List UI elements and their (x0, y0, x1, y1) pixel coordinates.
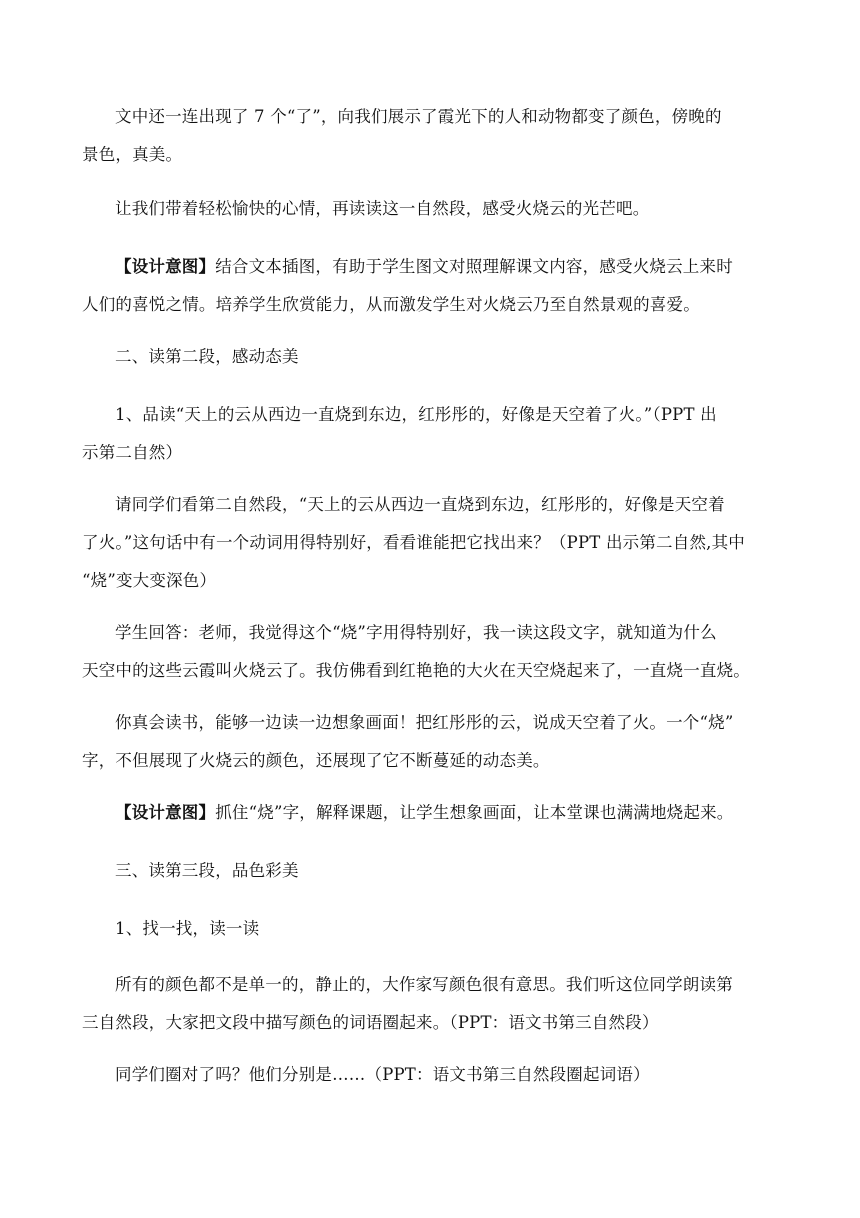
paragraph-design-intent-1 (82, 248, 782, 324)
text-line: 了火。”这句话中有一个动词用得特别好，看看谁能把它找出来？（PPT 出示第二自然,其中 (82, 533, 745, 552)
text-line: 三、读第三段，品色彩美 (115, 861, 299, 880)
text-line (82, 794, 782, 832)
text-line: 三自然段，大家把文段中描写颜色的词语圈起来。（PPT：语文书第三自然段） (82, 1013, 659, 1032)
text-line (82, 248, 782, 286)
text-segment: 抓住“烧”字，解释课题，让学生想象画面，让本堂课也满满地烧起来。 (215, 803, 734, 822)
paragraph-8 (82, 704, 782, 780)
text-line: 请同学们看第二自然段，“天上的云从西边一直烧到东边，红彤彤的，好像是天空着 (115, 495, 725, 514)
section-heading-2 (82, 338, 782, 376)
text-line: 天空中的这些云霞叫火烧云了。我仿佛看到红艳艳的大火在天空烧起来了，一直烧一直烧。 (82, 661, 750, 680)
text-line: 让我们带着轻松愉快的心情，再读读这一自然段，感受火烧云的光芒吧。 (115, 199, 650, 218)
text-line: 人们的喜悦之情。培养学生欣赏能力，从而激发学生对火烧云乃至自然景观的喜爱。 (82, 295, 700, 314)
paragraph-11 (82, 910, 782, 948)
design-intent-label: 【设计意图】 (115, 803, 216, 822)
paragraph-6 (82, 486, 782, 600)
text-line: 文中还一连出现了 7 个“了”，向我们展示了霞光下的人和动物都变了颜色，傍晚的 (115, 107, 722, 126)
text-line: 1、品读“天上的云从西边一直烧到东边，红彤彤的，好像是天空着了火。”（PPT 出 (115, 405, 717, 424)
paragraph-design-intent-2 (82, 794, 782, 832)
text-line: 学生回答：老师，我觉得这个“烧”字用得特别好，我一读这段文字，就知道为什么 (115, 623, 717, 642)
paragraph-13 (82, 1056, 782, 1094)
text-line: 字，不但展现了火烧云的颜色，还展现了它不断蔓延的动态美。 (82, 751, 550, 770)
paragraph-12 (82, 966, 782, 1042)
paragraph-2 (82, 190, 782, 228)
paragraph-5 (82, 396, 782, 472)
text-line: 你真会读书，能够一边读一边想象画面！把红彤彤的云，说成天空着了火。一个“烧” (115, 713, 734, 732)
text-line: 示第二自然） (82, 443, 183, 462)
text-line: 二、读第二段，感动态美 (115, 347, 299, 366)
text-line: “烧”变大变深色） (82, 571, 217, 590)
section-heading-3 (82, 852, 782, 890)
text-line: 同学们圈对了吗？他们分别是……（PPT：语文书第三自然段圈起词语） (115, 1065, 650, 1084)
paragraph-1 (82, 98, 782, 174)
text-line: 所有的颜色都不是单一的，静止的，大作家写颜色很有意思。我们听这位同学朗读第 (115, 975, 733, 994)
text-line: 1、找一找，读一读 (115, 919, 260, 938)
design-intent-label: 【设计意图】 (115, 257, 216, 276)
text-line: 景色，真美。 (82, 145, 183, 164)
paragraph-7 (82, 614, 782, 690)
text-segment: 结合文本插图，有助于学生图文对照理解课文内容，感受火烧云上来时 (215, 257, 733, 276)
